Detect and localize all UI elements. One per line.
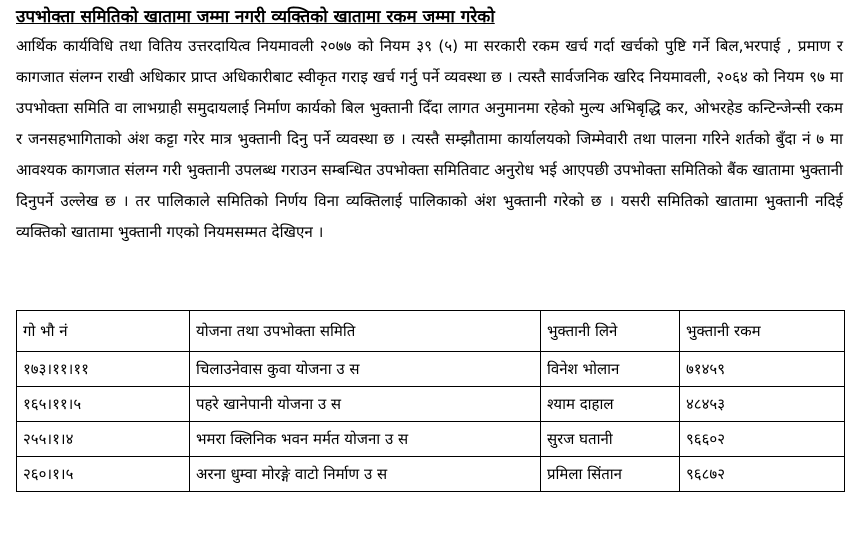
cell-project-committee: भमरा क्लिनिक भवन मर्मत योजना उ स (190, 422, 541, 457)
section-heading: उपभोक्ता समितिको खातामा जम्मा नगरी व्यक्तिको खातामा रकम जम्मा गरेको (16, 7, 495, 27)
table-row (17, 352, 845, 387)
cell-voucher-no: १७३।११।११ (17, 352, 190, 387)
cell-amount: ७१४५९ (680, 352, 845, 387)
header-amount: भुक्तानी रकम (680, 311, 845, 352)
cell-amount: ९६६०२ (680, 422, 845, 457)
table-row (17, 457, 845, 492)
cell-voucher-no: २५५।१।४ (17, 422, 190, 457)
payment-table (16, 310, 845, 492)
table-header-row (17, 311, 845, 352)
header-voucher-no: गो भौ नं (17, 311, 190, 352)
cell-payee: प्रमिला सिंतान (541, 457, 680, 492)
cell-amount: ४८४५३ (680, 387, 845, 422)
table-row (17, 387, 845, 422)
cell-payee: सुरज घतानी (541, 422, 680, 457)
table-row (17, 422, 845, 457)
cell-project-committee: चिलाउनेवास कुवा योजना उ स (190, 352, 541, 387)
cell-project-committee: अरना धुम्वा मोरङ्गे वाटो निर्माण उ स (190, 457, 541, 492)
cell-project-committee: पहरे खानेपानी योजना उ स (190, 387, 541, 422)
cell-payee: श्याम दाहाल (541, 387, 680, 422)
header-payee: भुक्तानी लिने (541, 311, 680, 352)
cell-payee: विनेश भोलान (541, 352, 680, 387)
cell-voucher-no: १६५।११।५ (17, 387, 190, 422)
cell-amount: ९६८७२ (680, 457, 845, 492)
cell-voucher-no: २६०।१।५ (17, 457, 190, 492)
header-project-committee: योजना तथा उपभोक्ता समिति (190, 311, 541, 352)
body-paragraph: आर्थिक कार्यविधि तथा वितिय उत्तरदायित्व नियमावली २०७७ को नियम ३९ (५) मा सरकारी रकम खर्च गर्दा खर्चको पुष्टि गर्ने बिल,भरपाई , प्रमाण र कागजात संलग्न राखी अधिकार प्राप्त अधिकारीबाट स्वीकृत गराइ खर्च गर्नु पर्ने व्यवस्था छ । त्यस्तै सार्वजनिक खरिद नियमावली, २०६४ को नियम ९७ मा उपभोक्ता समिति वा लाभग्राही समुदायलाई निर्माण कार्यको बिल भुक्तानी दिँदा लागत अनुमानमा रहेको मुल्य अभिबृद्धि कर, ओभरहेड कन्टिन्जेन्सी रकम र जनसहभागिताको अंश कट्टा गरेर मात्र भुक्तानी दिनु पर्ने व्यवस्था छ । त्यस्तै सम्झौतामा कार्यालयको जिम्मेवारी तथा पालना गरिने शर्तको बुँदा नं ७ मा आवश्यक कागजात संलग्न गरी भुक्तानी उपलब्ध गराउन सम्बन्धित उपभोक्ता समितिवाट अनुरोध भई आएपछी उपभोक्ता समितिको बैंक खातामा भुक्तानी दिनुपर्ने उल्लेख छ । तर पालिकाले समितिको निर्णय विना व्यक्तिलाई पालिकाको अंश भुक्तानी गरेको छ । यसरी समितिको खातामा भुक्तानी नदिई व्यक्तिको खातामा भुक्तानी गएको नियमसम्मत देखिएन । (16, 37, 843, 241)
